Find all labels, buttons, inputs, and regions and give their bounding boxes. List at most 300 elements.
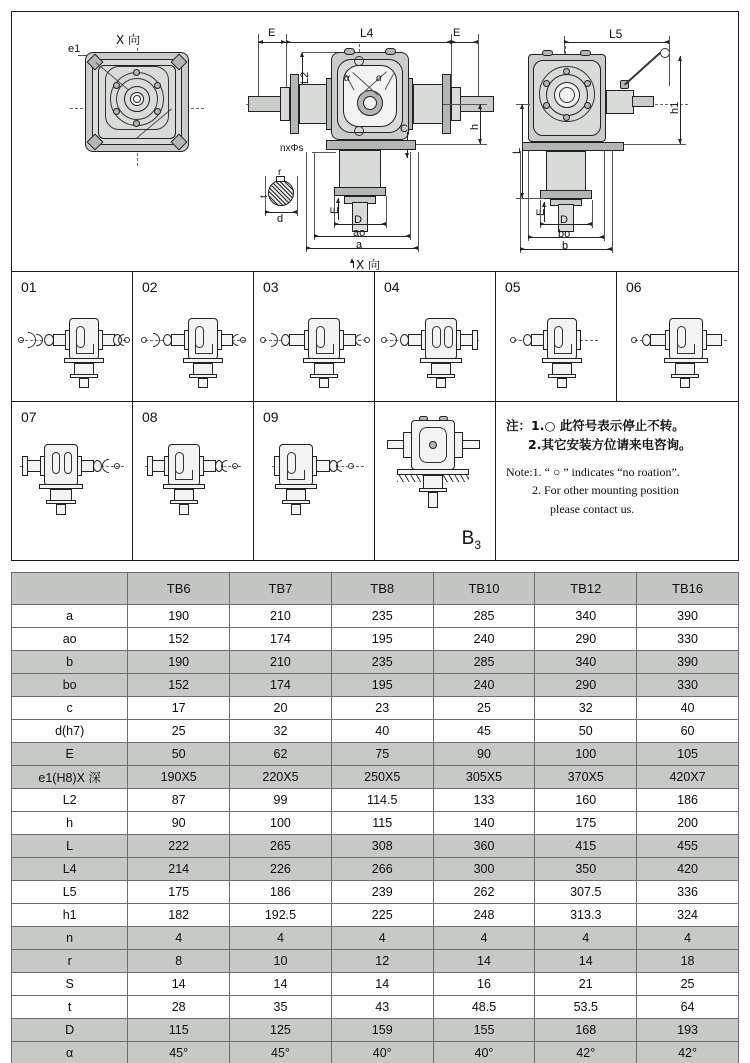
mounting-position-grid (12, 272, 738, 560)
mounting-cell-02[interactable] (133, 272, 254, 401)
spec-row-label: L4 (12, 858, 128, 881)
spec-cell: 350 (535, 858, 637, 881)
mounting-cell-09[interactable] (254, 402, 375, 560)
mounting-code-06: 06 (626, 279, 642, 295)
spec-cell: 174 (230, 674, 332, 697)
side-bolt-hole (563, 68, 570, 75)
label-D-side: D (560, 214, 568, 226)
spec-cell: 115 (331, 812, 433, 835)
spec-cell: 190 (128, 605, 230, 628)
spec-cell: 390 (637, 651, 739, 674)
side-bolt-hole (543, 80, 550, 87)
no-rotation-marker (141, 337, 147, 343)
spec-cell: 115 (128, 1019, 230, 1042)
spec-cell: 174 (230, 628, 332, 651)
spec-cell: 4 (535, 927, 637, 950)
shaft-arrow-right (102, 459, 109, 473)
spec-cell: 262 (433, 881, 535, 904)
label-e1: e1 (68, 43, 81, 55)
spec-cell: 340 (535, 605, 637, 628)
spec-cell: 340 (535, 651, 637, 674)
spec-row-label: L (12, 835, 128, 858)
mounting-figure-02 (133, 296, 253, 397)
spec-cell: 210 (230, 651, 332, 674)
shaft-arrow-right (336, 460, 342, 472)
spec-cell: 313.3 (535, 904, 637, 927)
bevel-gear-bore (363, 96, 377, 110)
table-row (12, 766, 739, 789)
spec-cell: 17 (128, 697, 230, 720)
spec-table-corner-header (12, 573, 128, 605)
spec-cell: 14 (535, 950, 637, 973)
spec-row-label: d(h7) (12, 720, 128, 743)
spec-cell: 45° (230, 1042, 332, 1063)
shaft-arrow-right (355, 334, 361, 346)
output-shaft (436, 378, 446, 388)
mounting-figure-06 (617, 296, 740, 397)
spec-cell: 32 (535, 697, 637, 720)
spec-cell: 40° (331, 1042, 433, 1063)
output-flange (334, 187, 386, 196)
side-bolt-hole (584, 102, 591, 109)
output-shaft (319, 378, 329, 388)
output-shaft (79, 378, 89, 388)
table-row (12, 927, 739, 950)
mounting-cell-b3[interactable] (375, 402, 496, 560)
shaft-arrow-left (390, 333, 397, 347)
spec-cell: 186 (230, 881, 332, 904)
spec-row-label: b (12, 651, 128, 674)
spec-cell: 420 (637, 858, 739, 881)
spec-cell: 4 (331, 927, 433, 950)
side-assembly-view (502, 12, 740, 270)
label-t-section: t (259, 195, 270, 198)
spec-table-head (12, 573, 739, 605)
output-shaft (198, 378, 208, 388)
table-row (12, 743, 739, 766)
spec-cell: 159 (331, 1019, 433, 1042)
spec-cell: 415 (535, 835, 637, 858)
spec-cell: 239 (331, 881, 433, 904)
no-rotation-marker (510, 337, 516, 343)
spec-column-header-tb10: TB10 (433, 573, 535, 605)
output-shaft (557, 378, 567, 388)
bolt-hole (154, 108, 161, 115)
spec-cell: 87 (128, 789, 230, 812)
spec-column-header-tb12: TB12 (535, 573, 637, 605)
main-assembly-view (240, 12, 502, 270)
b3-label-text: B (461, 528, 475, 550)
bolt-hole (154, 82, 161, 89)
spec-cell: 60 (637, 720, 739, 743)
label-L: L (511, 147, 523, 154)
shaft-left (171, 334, 185, 346)
b3-hub (429, 441, 437, 449)
spec-row-label: bo (12, 674, 128, 697)
spec-cell: 133 (433, 789, 535, 812)
bolt-hole (133, 120, 140, 127)
spec-cell: 420X7 (637, 766, 739, 789)
side-output-flange (540, 190, 592, 199)
spec-cell: 168 (535, 1019, 637, 1042)
right-bearing-housing (413, 84, 443, 124)
mounting-cell-01[interactable] (12, 272, 133, 401)
spec-row-label: ao (12, 628, 128, 651)
table-row (12, 651, 739, 674)
side-bolt-hole (584, 80, 591, 87)
bolt-hole (113, 82, 120, 89)
gearbox-inner-slot (432, 326, 441, 348)
output-shaft (680, 378, 690, 388)
mounting-figure-09 (254, 426, 374, 556)
output-shaft (56, 504, 66, 515)
spec-cell: 160 (535, 789, 637, 812)
spec-row-label: c (12, 697, 128, 720)
spec-cell: 4 (433, 927, 535, 950)
label-E-output: E (329, 206, 341, 214)
center-bore-inner (133, 95, 141, 103)
left-bearing-flange (290, 74, 299, 134)
spec-row-label: e1(H8)X 深 (12, 766, 128, 789)
label-b: b (562, 240, 569, 252)
spec-cell: 250X5 (331, 766, 433, 789)
spec-row-label: h1 (12, 904, 128, 927)
mounting-code-07: 07 (21, 409, 37, 425)
drawing-band-top (12, 12, 738, 272)
shaft-arrow-left (271, 333, 278, 347)
bearing-right (576, 330, 581, 350)
label-x-direction: X 向 (116, 33, 141, 47)
mounting-row-2 (12, 402, 738, 560)
table-row (12, 697, 739, 720)
spec-cell: 8 (128, 950, 230, 973)
shaft-arrow-left-2 (36, 334, 43, 346)
shaft-arrow-left (28, 332, 36, 348)
specification-table (11, 572, 739, 1063)
spec-cell: 14 (128, 973, 230, 996)
mounting-figure-07 (12, 426, 132, 556)
b3-mounting-label (462, 528, 481, 552)
no-rotation-marker-right (348, 463, 354, 469)
keyway-section-circle (268, 180, 294, 206)
label-C: C (400, 123, 408, 135)
side-stub-shaft (632, 96, 654, 107)
spec-column-header-tb8: TB8 (331, 573, 433, 605)
label-bo: bo (558, 228, 571, 240)
spec-cell: 25 (433, 697, 535, 720)
shaft-arrow-right (221, 460, 227, 472)
gearbox-inner-l (287, 470, 305, 480)
spec-cell: 62 (230, 743, 332, 766)
side-bore (559, 87, 575, 103)
no-rotation-marker-right (240, 337, 246, 343)
label-alpha-left: α (344, 73, 350, 84)
base-flange (326, 140, 416, 150)
housing-pin-bottom (354, 126, 364, 136)
spec-cell: 265 (230, 835, 332, 858)
spec-cell: 285 (433, 605, 535, 628)
spec-cell: 360 (433, 835, 535, 858)
no-rotation-marker (260, 337, 266, 343)
spec-cell: 4 (230, 927, 332, 950)
table-row (12, 628, 739, 651)
shaft-left (27, 460, 41, 472)
table-row (12, 1019, 739, 1042)
table-row (12, 904, 739, 927)
label-r-section: r (278, 167, 282, 178)
spec-cell: 226 (230, 858, 332, 881)
gearbox-inner-l (175, 470, 193, 480)
table-row (12, 720, 739, 743)
top-boss-right (385, 48, 396, 55)
side-bolt-hole (543, 102, 550, 109)
table-row (12, 950, 739, 973)
spec-cell: 305X5 (433, 766, 535, 789)
spec-cell: 455 (637, 835, 739, 858)
spec-row-label: S (12, 973, 128, 996)
spec-row-label: α (12, 1042, 128, 1063)
spec-cell: 214 (128, 858, 230, 881)
side-bolt-hole (563, 114, 570, 121)
spec-cell: 43 (331, 996, 433, 1019)
label-d-section: d (277, 213, 284, 225)
front-flange-view (12, 12, 240, 270)
shaft-left (408, 334, 422, 346)
spec-column-header-tb7: TB7 (230, 573, 332, 605)
spec-cell: 100 (230, 812, 332, 835)
spec-cell: 90 (433, 743, 535, 766)
mounting-figure-04 (375, 296, 495, 397)
spec-row-label: L5 (12, 881, 128, 904)
spec-cell: 336 (637, 881, 739, 904)
side-stub-housing (606, 90, 634, 114)
notes-block (496, 402, 740, 560)
spec-row-label: n (12, 927, 128, 950)
top-boss-left (344, 48, 355, 55)
b3-top-boss-r (439, 416, 448, 421)
gearbox-inner-slot (52, 452, 60, 474)
label-E-left: E (268, 27, 276, 39)
table-row (12, 1042, 739, 1063)
spec-cell: 40 (637, 697, 739, 720)
spec-cell: 48.5 (433, 996, 535, 1019)
spec-cell: 140 (433, 812, 535, 835)
spec-cell: 75 (331, 743, 433, 766)
spec-cell: 25 (637, 973, 739, 996)
gearbox-inner-l (76, 344, 94, 354)
spec-cell: 40° (433, 1042, 535, 1063)
no-rotation-marker-right (364, 337, 370, 343)
shaft-right (706, 334, 722, 346)
spec-cell: 290 (535, 628, 637, 651)
spec-cell: 200 (637, 812, 739, 835)
spec-cell: 300 (433, 858, 535, 881)
mounting-figure-08 (133, 426, 253, 556)
spec-cell: 248 (433, 904, 535, 927)
mounting-code-03: 03 (263, 279, 279, 295)
label-E-side: E (535, 208, 547, 216)
spec-cell: 14 (230, 973, 332, 996)
spec-cell: 190 (128, 651, 230, 674)
table-row (12, 835, 739, 858)
spec-cell: 155 (433, 1019, 535, 1042)
label-L2: L2 (299, 71, 311, 84)
mounting-row-1 (12, 272, 738, 402)
b3-hatching-left (397, 475, 425, 482)
spec-cell: 4 (637, 927, 739, 950)
output-shaft (291, 504, 301, 515)
table-row (12, 858, 739, 881)
shaft-arrow-left (153, 333, 160, 347)
spec-cell: 45 (433, 720, 535, 743)
table-row (12, 605, 739, 628)
no-rotation-marker-right (114, 463, 120, 469)
spec-cell: 285 (433, 651, 535, 674)
spec-cell: 186 (637, 789, 739, 812)
spec-cell: 370X5 (535, 766, 637, 789)
table-row (12, 674, 739, 697)
b3-hatching-right (441, 475, 469, 482)
spec-cell: 28 (128, 996, 230, 1019)
spec-cell: 235 (331, 651, 433, 674)
spec-cell: 50 (535, 720, 637, 743)
side-top-boss-right (580, 50, 591, 56)
label-h1: h1 (669, 101, 681, 114)
housing-pin-top (354, 56, 364, 66)
spec-cell: 307.5 (535, 881, 637, 904)
spec-cell: 40 (331, 720, 433, 743)
shaft-end-right (93, 460, 102, 472)
spec-row-label: a (12, 605, 128, 628)
mounting-figure-05 (496, 296, 616, 397)
label-a: a (356, 239, 363, 251)
spec-cell: 290 (535, 674, 637, 697)
mounting-code-04: 04 (384, 279, 400, 295)
shaft-arrow-right (232, 334, 238, 346)
mounting-cell-06[interactable] (617, 272, 740, 401)
gearbox-inner-slot2 (444, 326, 453, 348)
gearbox-inner-l (316, 344, 334, 354)
spec-row-label: h (12, 812, 128, 835)
label-h: h (469, 123, 481, 130)
label-E-right: E (453, 27, 461, 39)
output-column (339, 150, 381, 188)
spec-cell: 4 (128, 927, 230, 950)
spec-cell: 308 (331, 835, 433, 858)
spec-table-header-row (12, 573, 739, 605)
mounting-code-05: 05 (505, 279, 521, 295)
no-rotation-marker (18, 337, 24, 343)
side-base-flange (522, 142, 624, 151)
spec-cell: 25 (128, 720, 230, 743)
spec-cell: 32 (230, 720, 332, 743)
spec-cell: 152 (128, 628, 230, 651)
spec-cell: 152 (128, 674, 230, 697)
spec-cell: 190X5 (128, 766, 230, 789)
spec-cell: 240 (433, 628, 535, 651)
b3-shaft-right (462, 440, 480, 449)
label-L5: L5 (609, 27, 623, 41)
spec-column-header-tb6: TB6 (128, 573, 230, 605)
spec-row-label: L2 (12, 789, 128, 812)
spec-cell: 100 (535, 743, 637, 766)
mounting-code-08: 08 (142, 409, 158, 425)
mounting-cell-07[interactable] (12, 402, 133, 560)
output-shaft (179, 504, 189, 515)
label-alpha-right: α (376, 73, 382, 84)
gearbox-inner-slot2 (64, 452, 72, 474)
spec-cell: 193 (637, 1019, 739, 1042)
spec-column-header-tb16: TB16 (637, 573, 739, 605)
note-chinese-line1: 注：1.○ 此符号表示停止不转。 (506, 418, 685, 433)
gearbox-body (44, 444, 78, 486)
table-row (12, 996, 739, 1019)
shaft-right (316, 460, 330, 472)
spec-cell: 225 (331, 904, 433, 927)
table-row (12, 789, 739, 812)
mounting-cell-04[interactable] (375, 272, 496, 401)
label-x-direction-bottom: X 向 (356, 258, 381, 272)
spec-cell: 114.5 (331, 789, 433, 812)
spec-cell: 235 (331, 605, 433, 628)
spec-cell: 21 (535, 973, 637, 996)
spec-cell: 125 (230, 1019, 332, 1042)
spec-cell: 220X5 (230, 766, 332, 789)
spec-cell: 16 (433, 973, 535, 996)
note-english-line1: Note:1. “ ○ ” indicates “no roation”. (506, 464, 680, 479)
shaft-left (289, 334, 305, 346)
spec-cell: 390 (637, 605, 739, 628)
no-rotation-marker-right (232, 463, 238, 469)
side-output-column (546, 151, 586, 191)
b3-label-sub: 3 (474, 538, 481, 552)
spec-cell: 175 (128, 881, 230, 904)
b3-top-boss-l (419, 416, 428, 421)
spec-cell: 192.5 (230, 904, 332, 927)
spec-cell: 266 (331, 858, 433, 881)
spec-cell: 210 (230, 605, 332, 628)
shaft-left (650, 334, 666, 346)
spec-cell: 195 (331, 674, 433, 697)
spec-table-body (12, 605, 739, 1063)
mounting-figure-03 (254, 296, 374, 397)
spec-row-label: t (12, 996, 128, 1019)
gearbox-inner-l (195, 344, 213, 354)
mounting-cell-08[interactable] (133, 402, 254, 560)
gearbox-inner-l (677, 344, 695, 354)
mounting-code-01: 01 (21, 279, 37, 295)
spec-cell: 222 (128, 835, 230, 858)
mounting-code-02: 02 (142, 279, 158, 295)
spec-cell: 45° (128, 1042, 230, 1063)
spec-cell: 20 (230, 697, 332, 720)
spec-cell: 105 (637, 743, 739, 766)
spec-cell: 175 (535, 812, 637, 835)
spec-cell: 50 (128, 743, 230, 766)
mounting-cell-05[interactable] (496, 272, 617, 401)
mounting-cell-03[interactable] (254, 272, 375, 401)
table-row (12, 812, 739, 835)
spec-cell: 14 (433, 950, 535, 973)
spec-cell: 14 (331, 973, 433, 996)
label-ao: ao (353, 227, 366, 239)
gearbox-inner-l (554, 344, 572, 354)
spec-cell: 330 (637, 628, 739, 651)
specification-table-container (11, 572, 739, 1063)
no-rotation-marker (631, 337, 637, 343)
spec-cell: 182 (128, 904, 230, 927)
left-shaft-collar (280, 87, 290, 121)
